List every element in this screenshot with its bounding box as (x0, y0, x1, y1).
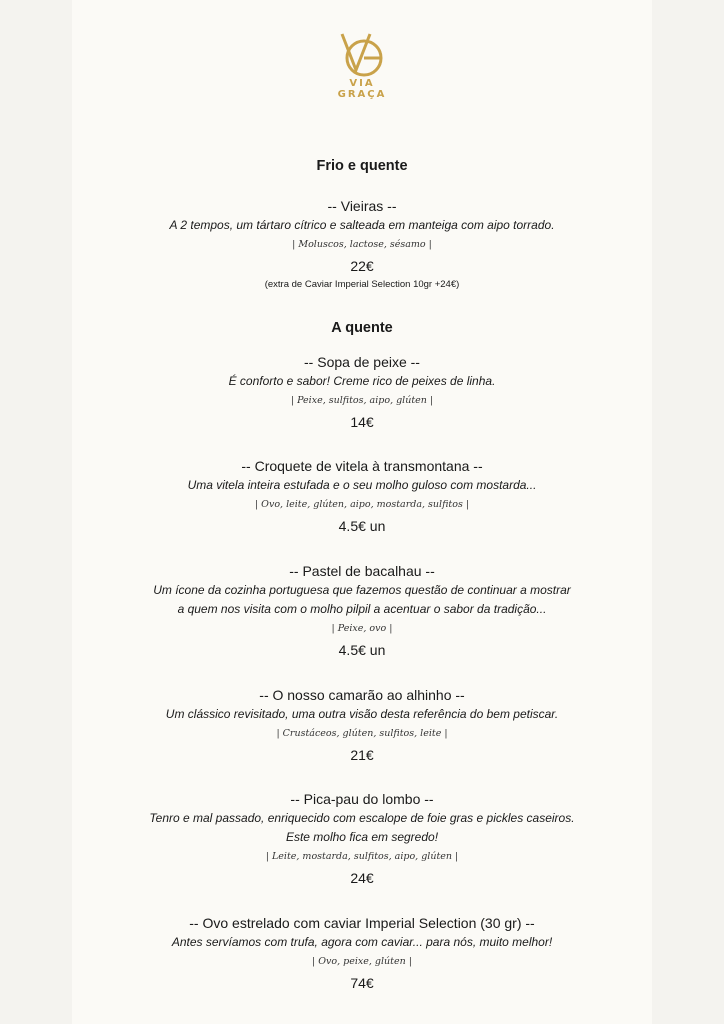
item-allergens: | Ovo, peixe, glúten | (312, 956, 412, 967)
item-description-line-2: Este molho fica em segredo! (285, 830, 439, 844)
item-name: -- O nosso camarão ao alhinho -- (259, 687, 465, 703)
menu-page (72, 0, 652, 1024)
menu-item-ovo-estrelado-caviar (72, 913, 652, 994)
item-extra: (extra de Caviar Imperial Selection 10gr +24€) (264, 279, 460, 290)
item-price: 14€ (350, 414, 374, 430)
section-title-frio-quente: Frio e quente (316, 158, 408, 174)
menu-item-camarao-ao-alhinho (72, 685, 652, 766)
item-name: -- Pastel de bacalhau -- (289, 563, 435, 579)
item-price: 74€ (350, 975, 374, 991)
menu-item-vieiras (72, 196, 652, 293)
item-name: -- Ovo estrelado com caviar Imperial Selection (30 gr) -- (189, 915, 535, 931)
item-price: 22€ (350, 258, 374, 274)
section-title-a-quente: A quente (331, 320, 393, 336)
vg-monogram-icon (338, 30, 386, 78)
menu-item-pastel-de-bacalhau (72, 561, 652, 661)
item-name: -- Sopa de peixe -- (304, 354, 420, 370)
item-allergens: | Moluscos, lactose, sésamo | (292, 239, 432, 250)
item-price: 4.5€ un (338, 642, 386, 658)
item-description: É conforto e sabor! Creme rico de peixes de linha. (228, 374, 496, 388)
item-name: -- Pica-pau do lombo -- (290, 791, 434, 807)
logo-line-2: GRAÇA (337, 89, 387, 100)
item-description: Um clássico revisitado, uma outra visão desta referência do bem petiscar. (165, 707, 559, 721)
item-allergens: | Crustáceos, glúten, sulfitos, leite | (276, 728, 448, 739)
menu-item-pica-pau-do-lombo (72, 789, 652, 889)
item-description: Uma vitela inteira estufada e o seu molho guloso com mostarda... (187, 478, 537, 492)
item-description-line-2: a quem nos visita com o molho pilpil a acentuar o sabor da tradição... (177, 602, 547, 616)
item-price: 4.5€ un (338, 518, 386, 534)
item-name: -- Vieiras -- (327, 198, 397, 214)
item-description: Antes servíamos com trufa, agora com caviar... para nós, muito melhor! (171, 935, 553, 949)
item-allergens: | Peixe, ovo | (331, 623, 393, 634)
item-description-line-1: Tenro e mal passado, enriquecido com escalope de foie gras e pickles caseiros. (149, 811, 575, 825)
logo-line-1: VIA (349, 78, 375, 89)
restaurant-logo (332, 30, 392, 100)
item-price: 24€ (350, 870, 374, 886)
item-price: 21€ (350, 747, 374, 763)
menu-item-croquete-de-vitela (72, 456, 652, 537)
item-description-line-1: Um ícone da cozinha portuguesa que fazemos questão de continuar a mostrar (153, 583, 571, 597)
item-allergens: | Peixe, sulfitos, aipo, glúten | (290, 395, 434, 406)
menu-item-sopa-de-peixe (72, 352, 652, 433)
item-name: -- Croquete de vitela à transmontana -- (241, 458, 483, 474)
item-description: A 2 tempos, um tártaro cítrico e salteada em manteiga com aipo torrado. (169, 218, 555, 232)
item-allergens: | Ovo, leite, glúten, aipo, mostarda, sulfitos | (254, 499, 470, 510)
item-allergens: | Leite, mostarda, sulfitos, aipo, glúten | (265, 851, 459, 862)
